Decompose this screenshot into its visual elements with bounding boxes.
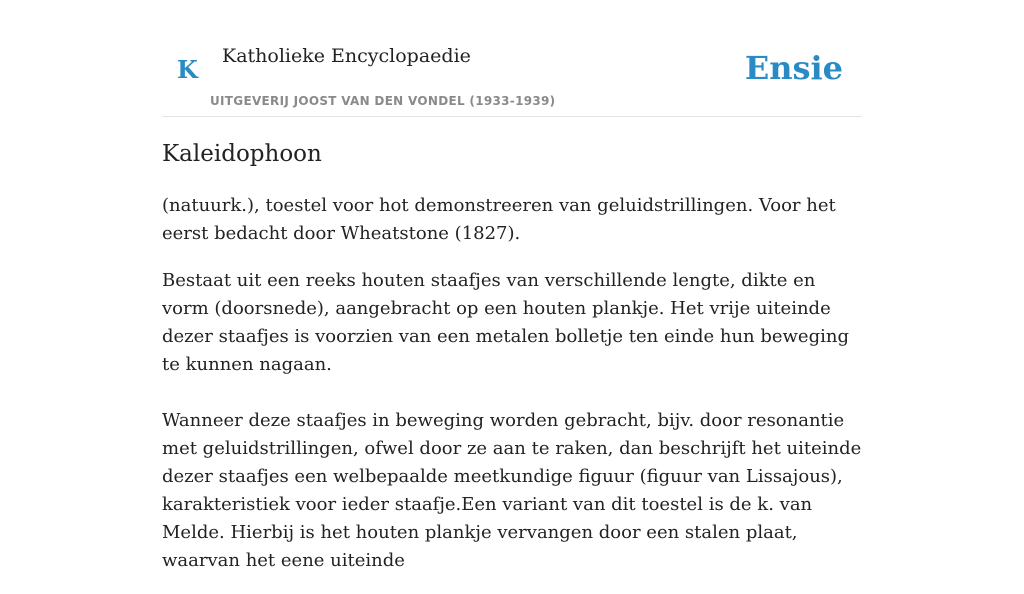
publisher-label: UITGEVERIJ JOOST VAN DEN VONDEL (1933-1939) xyxy=(210,94,556,108)
entry-paragraph: Bestaat uit een reeks houten staafjes van verschillende lengte, dikte en vorm (doorsnede), aangebracht op een houten plankje. Het vrije uiteinde dezer staafjes is voorzien van een metalen bolletje ten einde hun beweging te kunnen nagaan. xyxy=(162,270,849,375)
entry-title: Kaleidophoon xyxy=(162,141,322,167)
ensie-logo-link[interactable]: Ensie xyxy=(744,49,843,87)
entry-paragraph: (natuurk.), toestel voor hot demonstreeren van geluidstrillingen. Voor het eerst bedacht door Wheatstone (1827). xyxy=(162,195,836,244)
paragraph-break xyxy=(162,379,862,407)
entry-paragraph: Wanneer deze staafjes in beweging worden gebracht, bijv. door resonantie met geluidstrillingen, ofwel door ze aan te raken, dan beschrijft het uiteinde dezer staafjes een welbepaalde meetkundige figuur (figuur van Lissajous), karakteristiek voor ieder staafje.Een variant van dit toestel is de k. van Melde. Hierbij is het houten plankje vervangen door een stalen plaat, waarvan het eene uiteinde xyxy=(162,410,862,571)
source-logo-icon[interactable]: K xyxy=(177,55,198,84)
source-title[interactable]: Katholieke Encyclopaedie xyxy=(222,45,471,67)
header xyxy=(162,0,862,117)
entry-content xyxy=(162,138,862,594)
